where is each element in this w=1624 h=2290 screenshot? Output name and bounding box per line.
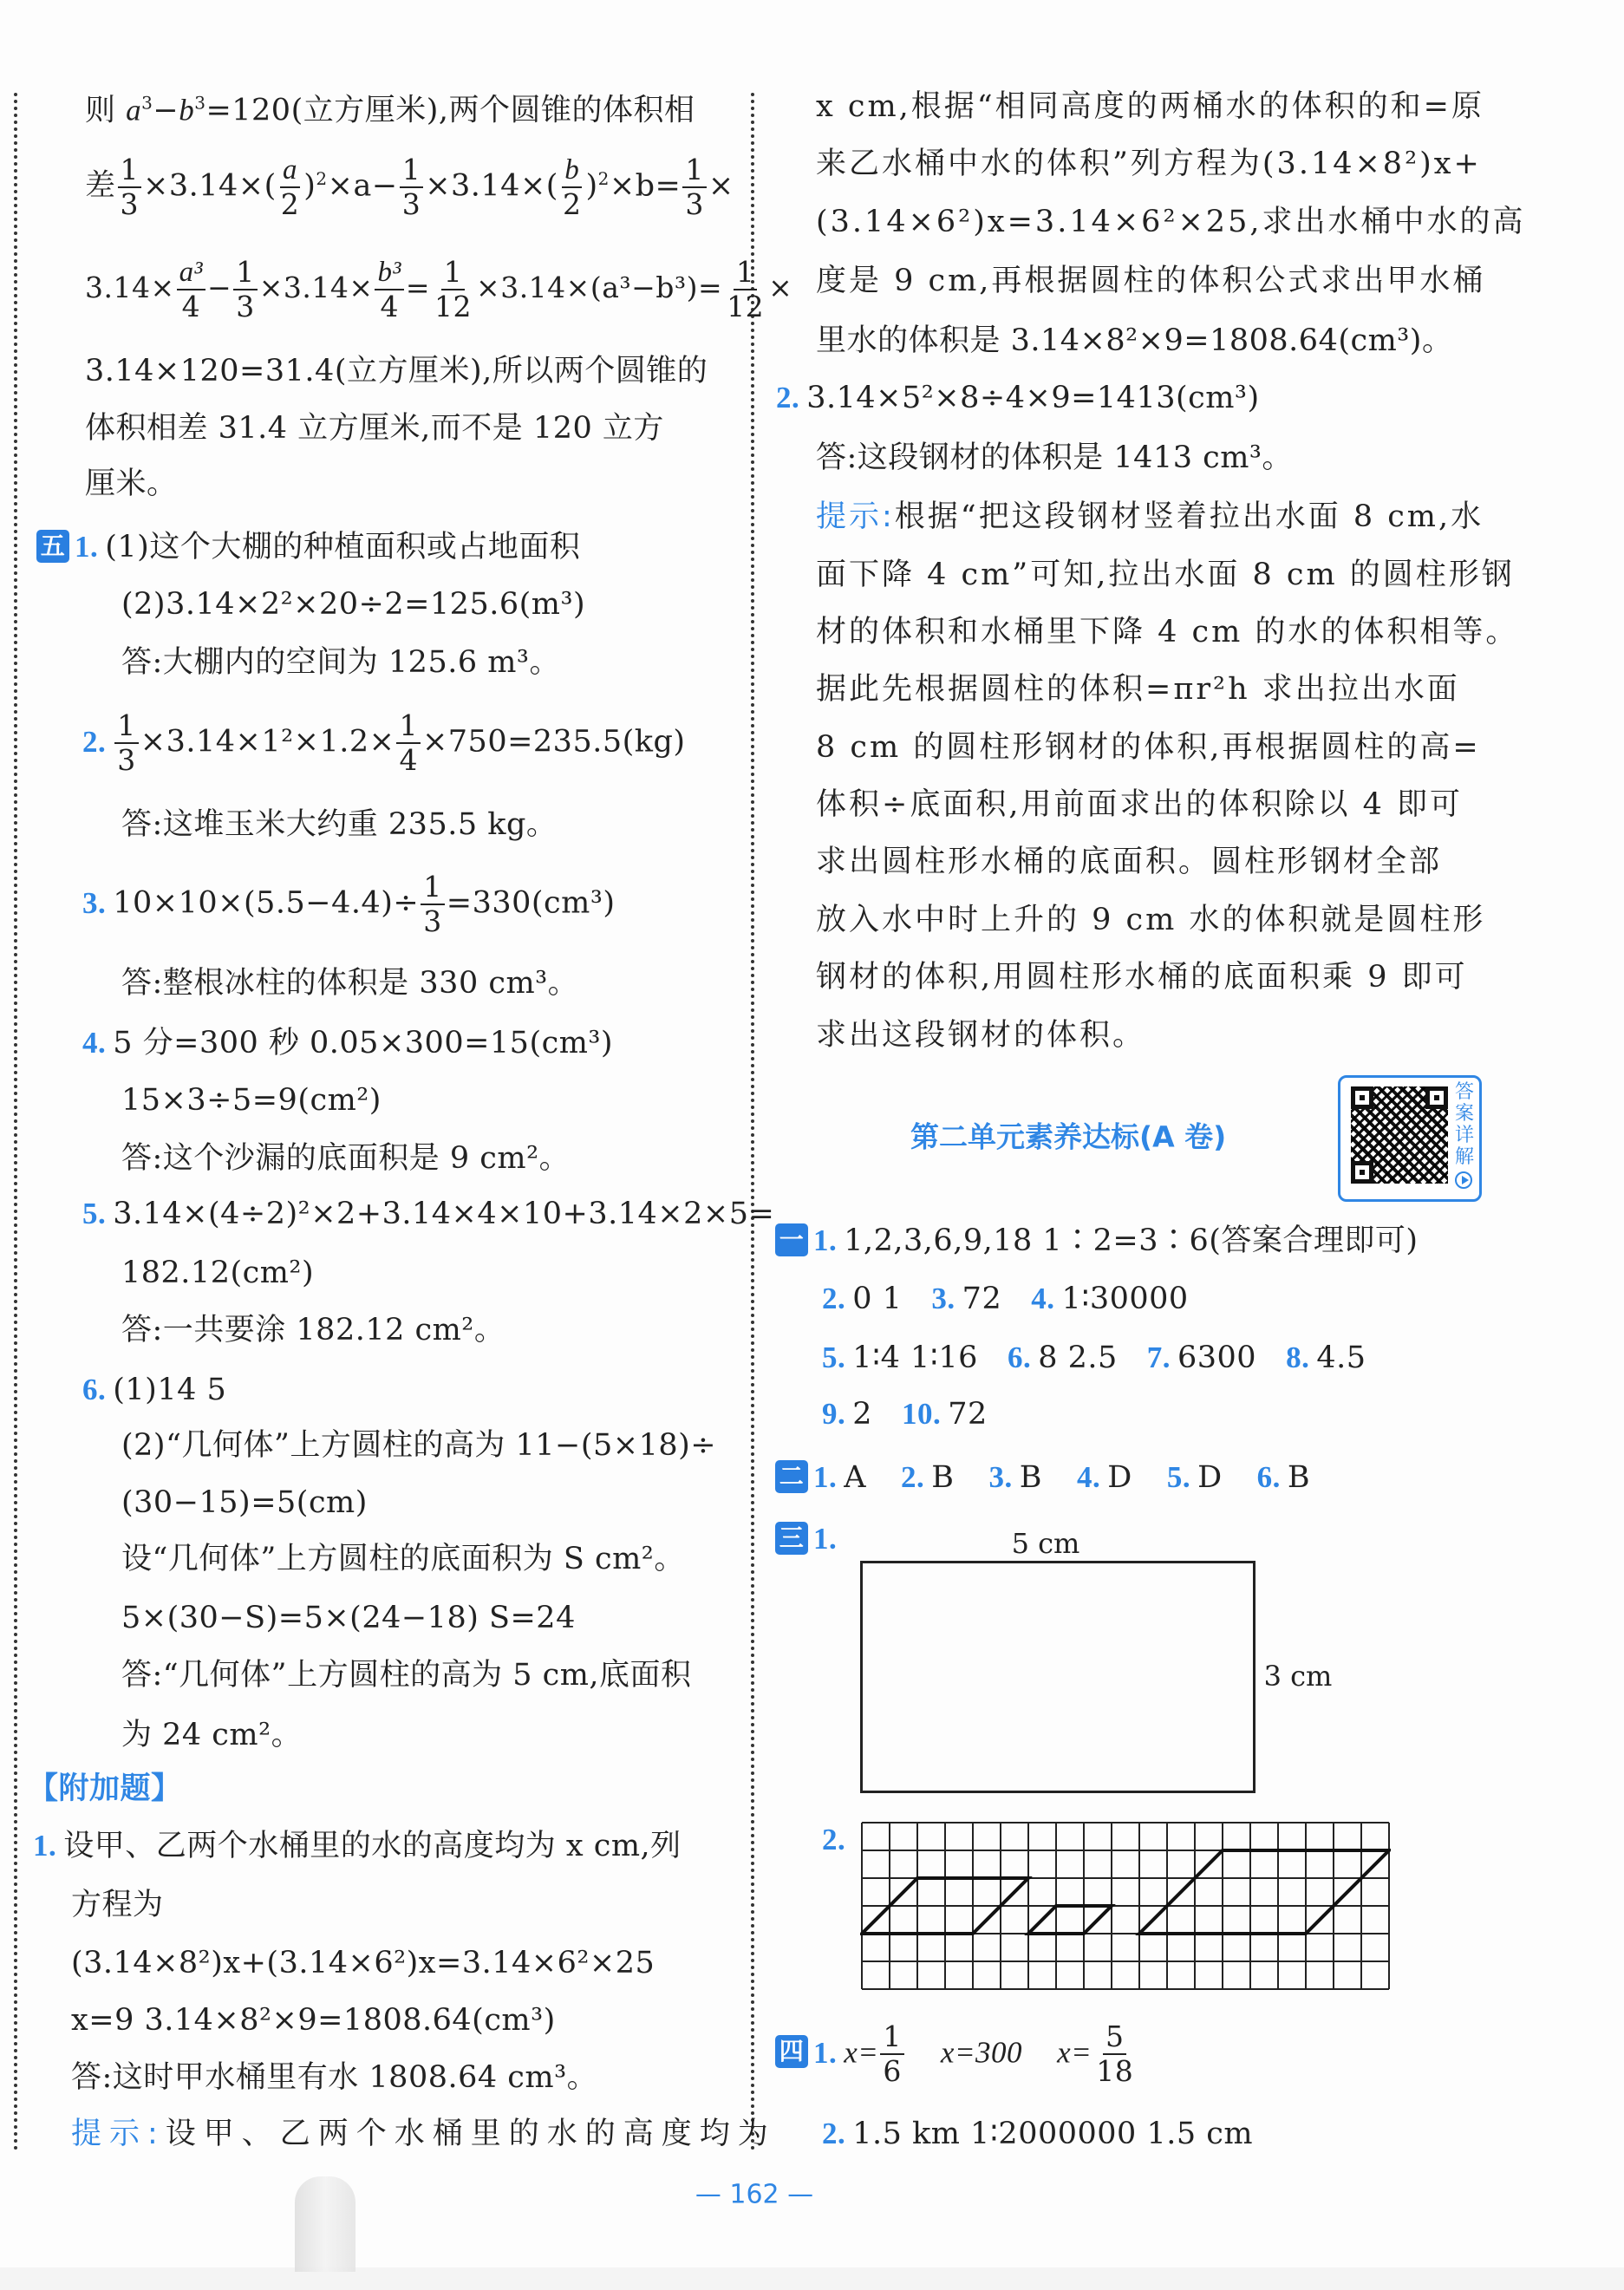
left-line-5: 体积相差 31.4 立方厘米,而不是 120 立方 bbox=[85, 411, 664, 446]
section-5-q1-answer: 答:大棚内的空间为 125.6 m³。 bbox=[121, 645, 560, 680]
rect-height-label: 3 cm bbox=[1263, 1660, 1333, 1693]
section-5-q6-answer-2: 为 24 cm²。 bbox=[121, 1718, 303, 1752]
section-5-q2-answer: 答:这堆玉米大约重 235.5 kg。 bbox=[121, 807, 558, 842]
left-line-1: 则 $a^3-b^3=120$(立方厘米),两个圆锥的体积相 bbox=[85, 92, 695, 128]
right-q2-hint-5: 8 cm 的圆柱形钢材的体积,再根据圆柱的高= bbox=[816, 730, 1481, 765]
bonus-q1-hint: 提示:设甲、乙两个水桶里的水的高度均为 bbox=[71, 2117, 776, 2151]
left-column-border bbox=[14, 93, 17, 2152]
hint-cont-2: 来乙水桶中水的体积”列方程为(3.14×8²)x+ bbox=[816, 147, 1482, 181]
parallelogram-grid bbox=[860, 1821, 1391, 1991]
section-badge-2: 二 bbox=[775, 1460, 808, 1493]
qr-code-card[interactable] bbox=[1338, 1075, 1482, 1202]
play-icon bbox=[1455, 1171, 1472, 1189]
section-5-q5-part2: 182.12(cm²) bbox=[121, 1256, 315, 1290]
hint-cont-1: x cm,根据“相同高度的两桶水的体积的和=原 bbox=[816, 89, 1485, 124]
section-1-row-3: 5. 1∶4 1∶16 6. 8 2.5 7. 6300 8. 4.5 bbox=[822, 1341, 1366, 1375]
left-line-3: 3.14× $\frac{\text{a³}}{4}$ − $\frac{1}{3}$ ×3.14× $\frac{\text{b³}}{4}$ = $\frac{1}{12}$ ×3.14×(a³−b³)= $\frac{1}{12}$ × bbox=[85, 255, 793, 323]
bonus-title: 【附加题】 bbox=[28, 1771, 182, 1806]
right-q2: 2. 3.14×5²×8÷4×9=1413(cm³) bbox=[776, 381, 1260, 415]
right-q2-hint-4: 据此先根据圆柱的体积=πr²h 求出拉出水面 bbox=[816, 672, 1460, 707]
qr-code[interactable] bbox=[1351, 1086, 1448, 1184]
right-q2-hint-6: 体积÷底面积,用前面求出的体积除以 4 即可 bbox=[816, 787, 1463, 822]
right-q2-hint-3: 材的体积和水桶里下降 4 cm 的水的体积相等。 bbox=[816, 615, 1519, 649]
section-3-q1: 三 1. bbox=[775, 1520, 844, 1558]
right-q2-hint-8: 放入水中时上升的 9 cm 水的体积就是圆柱形 bbox=[816, 903, 1486, 937]
section-4-q2: 2. 1.5 km 1∶2000000 1.5 cm bbox=[822, 2117, 1254, 2151]
section-badge-3: 三 bbox=[775, 1522, 808, 1555]
right-q2-answer: 答:这段钢材的体积是 1413 cm³。 bbox=[816, 440, 1293, 475]
section-badge-4: 四 bbox=[775, 2035, 808, 2068]
rectangle-drawing bbox=[860, 1561, 1256, 1793]
section-5-q1-part2: (2)3.14×2²×20÷2=125.6(m³) bbox=[121, 587, 586, 622]
right-q2-hint-9: 钢材的体积,用圆柱形水桶的底面积乘 9 即可 bbox=[816, 960, 1468, 995]
section-5-q1: 五 1. (1)这个大棚的种植面积或占地面积 bbox=[36, 528, 580, 566]
section-5-q3-answer: 答:整根冰柱的体积是 330 cm³。 bbox=[121, 966, 579, 1001]
column-divider bbox=[751, 93, 754, 2152]
section-badge-1: 一 bbox=[775, 1223, 808, 1256]
right-q2-hint-1: 提示:根据“把这段钢材竖着拉出水面 8 cm,水 bbox=[816, 499, 1484, 534]
section-2-answers: 二 1. A 2. B 3. B 4. D 5. D 6. B bbox=[775, 1458, 1310, 1497]
hint-cont-3: (3.14×6²)x=3.14×6²×25,求出水桶中水的高 bbox=[816, 205, 1526, 239]
section-5-q6-answer-1: 答:“几何体”上方圆柱的高为 5 cm,底面积 bbox=[121, 1658, 692, 1693]
section-5-q4-part2: 15×3÷5=9(cm²) bbox=[121, 1083, 382, 1118]
section-5-q3: 3. 10×10×(5.5−4.4)÷ $\frac{1}{3}$ =330(cm³) bbox=[82, 870, 616, 938]
hint-label: 提示: bbox=[71, 2117, 166, 2151]
section-5-q4-answer: 答:这个沙漏的底面积是 9 cm²。 bbox=[121, 1141, 571, 1176]
bonus-q1-d: x=9 3.14×8²×9=1808.64(cm³) bbox=[71, 2003, 556, 2038]
section-4-q1: 四 1. x= $\frac{1}{6}$ x=300 x= $\frac{5}{18}$ bbox=[775, 2020, 1138, 2088]
left-line-6: 厘米。 bbox=[85, 466, 178, 501]
section-5-q4: 4. 5 分=300 秒 0.05×300=15(cm³) bbox=[82, 1026, 614, 1060]
section-5-q5-answer: 答:一共要涂 182.12 cm²。 bbox=[121, 1313, 505, 1347]
hint-cont-4: 度是 9 cm,再根据圆柱的体积公式求出甲水桶 bbox=[816, 264, 1486, 298]
hint-cont-5: 里水的体积是 3.14×8²×9=1808.64(cm³)。 bbox=[816, 323, 1453, 358]
section-1-row-2: 2. 0 1 3. 72 4. 1∶30000 bbox=[822, 1282, 1189, 1316]
section-5-q6-b: (2)“几何体”上方圆柱的高为 11−(5×18)÷ bbox=[121, 1428, 717, 1463]
thumb-shadow bbox=[295, 2176, 355, 2272]
section-badge-5: 五 bbox=[36, 530, 69, 563]
right-q2-hint-7: 求出圆柱形水桶的底面积。圆柱形钢材全部 bbox=[816, 845, 1443, 879]
section-5-q6: 6. (1)14 5 bbox=[82, 1373, 227, 1407]
unit-title: 第二单元素养达标(A 卷) bbox=[910, 1119, 1227, 1154]
right-q2-hint-10: 求出这段钢材的体积。 bbox=[816, 1018, 1146, 1053]
bonus-q1: 1. 设甲、乙两个水桶里的水的高度均为 x cm,列 bbox=[33, 1829, 682, 1863]
left-line-2: 差 $\frac{1}{3}$ ×3.14×( $\frac{a}{2}$ )$^2$×a− $\frac{1}{3}$ ×3.14×( $\frac{b}{2}$ )$^2$×b= $\frac{1}{3}$ × bbox=[85, 153, 734, 221]
bonus-q1-c: (3.14×8²)x+(3.14×6²)x=3.14×6²×25 bbox=[71, 1946, 655, 1980]
section-5-q6-e: 5×(30−S)=5×(24−18) S=24 bbox=[121, 1601, 576, 1635]
left-line-4: 3.14×120=31.4(立方厘米),所以两个圆锥的 bbox=[85, 354, 708, 388]
question-number: 1. bbox=[75, 530, 99, 564]
right-q2-hint-2: 面下降 4 cm”可知,拉出水面 8 cm 的圆柱形钢 bbox=[816, 558, 1515, 592]
section-1-row-1: 一 1. 1,2,3,6,9,18 1∶2=3∶6(答案合理即可) bbox=[775, 1222, 1419, 1260]
page-bottom-edge bbox=[0, 2267, 1624, 2290]
section-5-q2: 2. $\frac{1}{3}$ ×3.14×1²×1.2× $\frac{1}{4}$ ×750=235.5(kg) bbox=[82, 708, 686, 777]
section-1-row-4: 9. 2 10. 72 bbox=[822, 1397, 988, 1432]
bonus-q1-b: 方程为 bbox=[71, 1888, 164, 1922]
page-number: — 162 — bbox=[695, 2179, 814, 2210]
section-5-q6-d: 设“几何体”上方圆柱的底面积为 S cm²。 bbox=[121, 1542, 685, 1576]
section-3-q2: 2. bbox=[822, 1823, 846, 1856]
rect-width-label: 5 cm bbox=[1011, 1527, 1080, 1560]
hint-label: 提示: bbox=[816, 499, 895, 534]
qr-label: 答案详解 bbox=[1454, 1081, 1474, 1168]
bonus-q1-answer: 答:这时甲水桶里有水 1808.64 cm³。 bbox=[71, 2060, 598, 2095]
section-5-q5: 5. 3.14×(4÷2)²×2+3.14×4×10+3.14×2×5= bbox=[82, 1197, 775, 1231]
section-5-q6-c: (30−15)=5(cm) bbox=[121, 1485, 368, 1520]
